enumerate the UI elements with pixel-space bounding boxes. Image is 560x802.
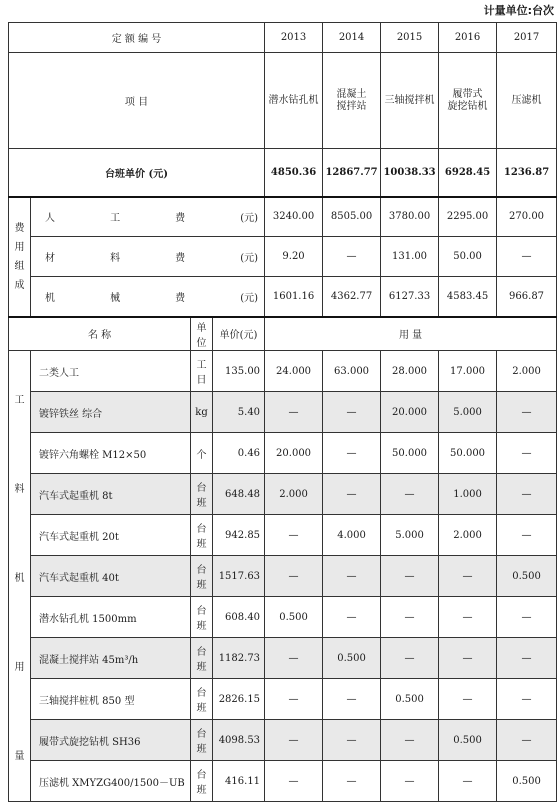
row-qty: — — [381, 556, 439, 597]
table-row — [9, 597, 557, 638]
row-price: 1182.73 — [213, 638, 265, 679]
fee-label-part: 费 — [175, 292, 186, 304]
row-qty: 17.000 — [439, 351, 497, 392]
row-qty: — — [497, 474, 557, 515]
row-qty: — — [323, 433, 381, 474]
table-body — [9, 23, 557, 802]
row-qty: 50.000 — [439, 433, 497, 474]
fee-label-cell — [31, 197, 265, 237]
row-qty: — — [265, 720, 323, 761]
row-qty: 5.000 — [381, 515, 439, 556]
row-qty: 0.500 — [497, 761, 557, 802]
fee-value: 1601.16 — [265, 277, 323, 317]
row-name: 镀锌六角螺栓 M12×50 — [31, 433, 191, 474]
row-name: 混凝土搅拌站 45m³/h — [31, 638, 191, 679]
fee-label-part: 机 — [45, 292, 55, 304]
fee-label — [33, 209, 262, 224]
row-name: 二类人工 — [31, 351, 191, 392]
row-name: 汽车式起重机 8t — [31, 474, 191, 515]
row-qty: — — [439, 556, 497, 597]
row-qty: — — [497, 597, 557, 638]
row-price: 1517.63 — [213, 556, 265, 597]
code-cell: 2013 — [265, 23, 323, 53]
row-name: 汽车式起重机 20t — [31, 515, 191, 556]
table-row — [9, 433, 557, 474]
table-row — [9, 761, 557, 802]
row-price: 416.11 — [213, 761, 265, 802]
row-qty: 20.000 — [265, 433, 323, 474]
row-qty: 50.000 — [381, 433, 439, 474]
price-cell: 4850.36 — [265, 149, 323, 197]
fee-row — [9, 237, 557, 277]
row-qty: 1.000 — [439, 474, 497, 515]
row-qty: — — [265, 556, 323, 597]
detail-unit-header: 单位 — [191, 317, 213, 351]
row-qty: — — [439, 761, 497, 802]
quota-table — [8, 22, 557, 802]
row-price: 608.40 — [213, 597, 265, 638]
row-qty: — — [497, 679, 557, 720]
code-cell: 2017 — [497, 23, 557, 53]
row-price: 648.48 — [213, 474, 265, 515]
row-qty: — — [381, 761, 439, 802]
row-qty: — — [265, 515, 323, 556]
fee-label-part: (元) — [240, 253, 259, 264]
row-price: 2826.15 — [213, 679, 265, 720]
table-row — [9, 638, 557, 679]
fee-label — [33, 249, 262, 264]
row-qty: — — [497, 638, 557, 679]
price-cell: 6928.45 — [439, 149, 497, 197]
row-qty: 24.000 — [265, 351, 323, 392]
fee-value: 4362.77 — [323, 277, 381, 317]
item-cell: 履带式 旋挖钻机 — [439, 53, 497, 149]
code-row — [9, 23, 557, 53]
row-qty: 4.000 — [323, 515, 381, 556]
row-name: 履带式旋挖钻机 SH36 — [31, 720, 191, 761]
fee-label-part: 材 — [45, 253, 55, 264]
fee-value: — — [323, 237, 381, 277]
fee-value: 8505.00 — [323, 197, 381, 237]
fee-value: 2295.00 — [439, 197, 497, 237]
table-row — [9, 392, 557, 433]
row-qty: — — [381, 474, 439, 515]
price-cell: 12867.77 — [323, 149, 381, 197]
row-qty: 0.500 — [323, 638, 381, 679]
row-qty: — — [381, 638, 439, 679]
group-char: 工 — [14, 395, 25, 406]
group-char: 量 — [14, 751, 25, 762]
fee-value: 50.00 — [439, 237, 497, 277]
table-row — [9, 351, 557, 392]
row-qty: — — [265, 679, 323, 720]
group-label — [9, 351, 31, 802]
row-name: 三轴搅拌桩机 850 型 — [31, 679, 191, 720]
row-unit: 台班 — [191, 761, 213, 802]
row-price: 942.85 — [213, 515, 265, 556]
row-qty: — — [265, 392, 323, 433]
row-qty: 28.000 — [381, 351, 439, 392]
fee-label-part: (元) — [240, 292, 259, 304]
fee-label-part: 人 — [45, 213, 55, 225]
row-qty: — — [323, 392, 381, 433]
fee-group-char: 组 — [14, 260, 25, 272]
price-row — [9, 149, 557, 197]
code-cell: 2014 — [323, 23, 381, 53]
row-qty: — — [323, 556, 381, 597]
fee-value: 3240.00 — [265, 197, 323, 237]
item-cell: 压滤机 — [497, 53, 557, 149]
row-unit: kg — [191, 392, 213, 433]
row-unit: 台班 — [191, 638, 213, 679]
row-qty: — — [323, 679, 381, 720]
table-row — [9, 679, 557, 720]
fee-group-char: 成 — [14, 279, 25, 291]
fee-row — [9, 197, 557, 237]
row-qty: — — [323, 597, 381, 638]
row-name: 汽车式起重机 40t — [31, 556, 191, 597]
detail-header-row — [9, 317, 557, 351]
group-char: 机 — [14, 573, 25, 584]
fee-label-part: 工 — [110, 213, 121, 225]
row-qty: — — [439, 679, 497, 720]
fee-value: 131.00 — [381, 237, 439, 277]
table-row — [9, 556, 557, 597]
price-cell: 1236.87 — [497, 149, 557, 197]
fee-label-part: 费 — [175, 213, 186, 225]
item-label: 项 目 — [9, 53, 265, 149]
price-cell: 10038.33 — [381, 149, 439, 197]
fee-label-cell — [31, 237, 265, 277]
row-qty: — — [497, 433, 557, 474]
row-unit: 台班 — [191, 515, 213, 556]
row-unit: 台班 — [191, 474, 213, 515]
code-cell: 2016 — [439, 23, 497, 53]
fee-group-label — [9, 197, 31, 317]
fee-value: — — [497, 237, 557, 277]
row-unit: 台班 — [191, 679, 213, 720]
row-qty: 2.000 — [439, 515, 497, 556]
row-qty: 0.500 — [439, 720, 497, 761]
fee-group-char: 用 — [14, 241, 25, 253]
row-name: 潜水钻孔机 1500mm — [31, 597, 191, 638]
item-cell: 混凝土 搅拌站 — [323, 53, 381, 149]
table-row — [9, 474, 557, 515]
row-qty: — — [497, 720, 557, 761]
row-qty: — — [323, 761, 381, 802]
row-qty: — — [439, 638, 497, 679]
row-qty: 63.000 — [323, 351, 381, 392]
row-qty: 2.000 — [497, 351, 557, 392]
group-char: 用 — [14, 662, 25, 673]
item-cell: 潜水钻孔机 — [265, 53, 323, 149]
detail-price-header: 单价(元) — [213, 317, 265, 351]
row-unit: 台班 — [191, 556, 213, 597]
fee-label-part: 费 — [175, 253, 186, 264]
fee-label-part: (元) — [240, 213, 259, 225]
row-price: 135.00 — [213, 351, 265, 392]
group-char: 料 — [14, 484, 25, 495]
row-qty: 0.500 — [497, 556, 557, 597]
row-qty: — — [381, 597, 439, 638]
fee-label-part: 料 — [110, 253, 121, 264]
row-price: 5.40 — [213, 392, 265, 433]
row-qty: — — [265, 761, 323, 802]
item-row — [9, 53, 557, 149]
row-qty: — — [323, 474, 381, 515]
row-qty: — — [497, 392, 557, 433]
fee-value: 966.87 — [497, 277, 557, 317]
row-qty: 2.000 — [265, 474, 323, 515]
row-qty: — — [497, 515, 557, 556]
row-unit: 台班 — [191, 597, 213, 638]
fee-value: 3780.00 — [381, 197, 439, 237]
detail-name-header: 名 称 — [9, 317, 191, 351]
row-qty: 5.000 — [439, 392, 497, 433]
code-label: 定 额 编 号 — [9, 23, 265, 53]
detail-qty-header: 用 量 — [265, 317, 557, 351]
row-qty: — — [381, 720, 439, 761]
row-unit: 台班 — [191, 720, 213, 761]
table-row — [9, 515, 557, 556]
fee-row — [9, 277, 557, 317]
row-qty: 20.000 — [381, 392, 439, 433]
fee-label — [33, 289, 262, 304]
row-price: 4098.53 — [213, 720, 265, 761]
row-unit: 工日 — [191, 351, 213, 392]
row-price: 0.46 — [213, 433, 265, 474]
fee-group-char: 费 — [14, 222, 25, 234]
fee-value: 9.20 — [265, 237, 323, 277]
row-qty: — — [265, 638, 323, 679]
row-unit: 个 — [191, 433, 213, 474]
fee-value: 6127.33 — [381, 277, 439, 317]
fee-value: 4583.45 — [439, 277, 497, 317]
fee-value: 270.00 — [497, 197, 557, 237]
price-label: 台班单价 (元) — [9, 149, 265, 197]
unit-label: 计量单位:台次 — [483, 4, 554, 17]
row-name: 压滤机 XMYZG400/1500－UB — [31, 761, 191, 802]
row-qty: 0.500 — [265, 597, 323, 638]
code-cell: 2015 — [381, 23, 439, 53]
row-qty: — — [323, 720, 381, 761]
fee-label-part: 械 — [110, 292, 121, 304]
row-qty: 0.500 — [381, 679, 439, 720]
fee-label-cell — [31, 277, 265, 317]
table-row — [9, 720, 557, 761]
item-cell: 三轴搅拌机 — [381, 53, 439, 149]
row-name: 镀锌铁丝 综合 — [31, 392, 191, 433]
row-qty: — — [439, 597, 497, 638]
